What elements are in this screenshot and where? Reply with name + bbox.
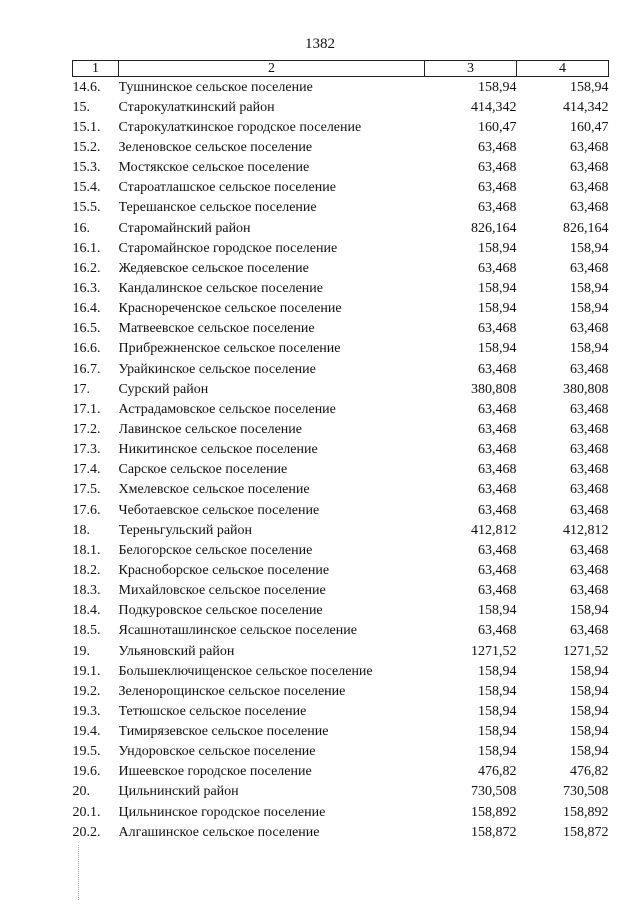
value-col-4: 63,468: [570, 421, 609, 437]
value-col-4: 158,94: [570, 603, 609, 619]
value-col-4: 158,94: [570, 683, 609, 699]
value-col-4: 63,468: [570, 623, 609, 639]
table-row: [73, 158, 609, 178]
value-col-3: 63,468: [478, 321, 517, 337]
municipality-name: Матвеевское сельское поселение: [118, 321, 315, 337]
row-number: 16.3.: [72, 280, 101, 296]
table-row: [73, 339, 609, 359]
value-col-3: 158,94: [478, 79, 517, 95]
table-row: [73, 137, 609, 157]
table-body: [73, 77, 609, 843]
row-number: 17.4.: [72, 462, 101, 478]
table-row: [73, 299, 609, 319]
municipality-name: Хмелевское сельское поселение: [118, 482, 310, 498]
municipality-name: Мостякское сельское поселение: [118, 160, 310, 176]
value-col-3: 826,164: [471, 220, 517, 236]
table-row: [73, 178, 609, 198]
row-number: 17.2.: [72, 421, 101, 437]
table-row: [73, 258, 609, 278]
municipality-name: Михайловское сельское поселение: [118, 583, 326, 599]
row-number: 16.7.: [72, 361, 101, 377]
municipality-name: Жедяевское сельское поселение: [118, 260, 309, 276]
value-col-3: 476,82: [478, 764, 517, 780]
municipality-name: Цильнинское городское поселение: [118, 804, 326, 820]
value-col-4: 158,872: [563, 824, 609, 840]
value-col-3: 63,468: [478, 583, 517, 599]
value-col-3: 63,468: [478, 160, 517, 176]
table-row: [73, 480, 609, 500]
value-col-3: 63,468: [478, 482, 517, 498]
row-number: 18.2.: [72, 562, 101, 578]
value-col-3: 1271,52: [471, 643, 517, 659]
value-col-4: 63,468: [570, 361, 609, 377]
value-col-3: 63,468: [478, 401, 517, 417]
table-row: [73, 661, 609, 681]
value-col-4: 414,342: [563, 99, 609, 115]
row-number: 20.1.: [72, 804, 101, 820]
table-row: [73, 581, 609, 601]
row-number: 19.2.: [72, 683, 101, 699]
value-col-3: 63,468: [478, 542, 517, 558]
table-row: [73, 500, 609, 520]
municipality-name: Кандалинское сельское поселение: [118, 280, 323, 296]
municipality-name: Старокулаткинское городское поселение: [118, 119, 362, 135]
value-col-3: 63,468: [478, 623, 517, 639]
municipality-name: Тимирязевское сельское поселение: [118, 724, 329, 740]
value-col-3: 414,342: [471, 99, 517, 115]
page-number: 1382: [305, 36, 335, 52]
value-col-4: 63,468: [570, 482, 609, 498]
table-row: [73, 238, 609, 258]
value-col-3: 63,468: [478, 260, 517, 276]
value-col-3: 158,94: [478, 280, 517, 296]
municipality-name: Алгашинское сельское поселение: [118, 824, 320, 840]
table-row: [73, 722, 609, 742]
value-col-4: 158,94: [570, 280, 609, 296]
row-number: 17.: [72, 381, 90, 397]
table-row: [73, 601, 609, 621]
municipality-name: Красноборское сельское поселение: [118, 562, 330, 578]
municipality-name: Ульяновский район: [118, 643, 235, 659]
value-col-3: 380,808: [471, 381, 517, 397]
municipality-name: Старомайнское городское поселение: [118, 240, 338, 256]
table-row: [73, 621, 609, 641]
municipality-name: Лавинское сельское поселение: [118, 421, 302, 437]
value-col-4: 63,468: [570, 583, 609, 599]
value-col-4: 63,468: [570, 321, 609, 337]
municipality-name: Урайкинское сельское поселение: [118, 361, 316, 377]
municipality-name: Тереньгульский район: [118, 522, 253, 538]
value-col-4: 158,94: [570, 240, 609, 256]
table-row: [73, 681, 609, 701]
value-col-4: 158,94: [570, 724, 609, 740]
value-col-4: 160,47: [570, 119, 609, 135]
municipality-name: Старомайнский район: [118, 220, 251, 236]
table-row: [73, 520, 609, 540]
table-row: [73, 359, 609, 379]
value-col-4: 158,94: [570, 744, 609, 760]
row-number: 15.2.: [72, 139, 101, 155]
value-col-4: 63,468: [570, 462, 609, 478]
municipality-name: Сарское сельское поселение: [118, 462, 288, 478]
value-col-3: 63,468: [478, 502, 517, 518]
municipality-name: Ундоровское сельское поселение: [118, 744, 316, 760]
value-col-3: 158,94: [478, 663, 517, 679]
table-row: [73, 198, 609, 218]
row-number: 18.4.: [72, 603, 101, 619]
value-col-3: 63,468: [478, 421, 517, 437]
value-col-3: 158,94: [478, 301, 517, 317]
table-row: [73, 319, 609, 339]
value-col-4: 158,94: [570, 703, 609, 719]
table-row: [73, 822, 609, 842]
table-row: [73, 460, 609, 480]
row-number: 19.1.: [72, 663, 101, 679]
value-col-3: 158,94: [478, 341, 517, 357]
municipality-name: Сурский район: [118, 381, 209, 397]
municipality-name: Староатлашское сельское поселение: [118, 180, 336, 196]
value-col-4: 63,468: [570, 160, 609, 176]
row-number: 16.4.: [72, 301, 101, 317]
value-col-3: 158,94: [478, 683, 517, 699]
value-col-3: 730,508: [471, 784, 517, 800]
municipality-name: Белогорское сельское поселение: [118, 542, 313, 558]
row-number: 17.3.: [72, 442, 101, 458]
row-number: 16.5.: [72, 321, 101, 337]
municipality-name: Никитинское сельское поселение: [118, 442, 318, 458]
municipality-name: Цильнинский район: [118, 784, 239, 800]
table-row: [73, 218, 609, 238]
row-number: 16.1.: [72, 240, 101, 256]
table-row: [73, 560, 609, 580]
row-number: 15.5.: [72, 200, 101, 216]
municipality-name: Ишеевское городское поселение: [118, 764, 312, 780]
municipality-name: Прибрежненское сельское поселение: [118, 341, 341, 357]
row-number: 15.1.: [72, 119, 101, 135]
value-col-3: 63,468: [478, 361, 517, 377]
value-col-4: 63,468: [570, 442, 609, 458]
row-number: 20.2.: [72, 824, 101, 840]
table-row: [73, 782, 609, 802]
row-number: 19.5.: [72, 744, 101, 760]
table-header-row: [73, 61, 609, 77]
municipality-name: Чеботаевское сельское поселение: [118, 502, 320, 518]
table-row: [73, 278, 609, 298]
value-col-4: 63,468: [570, 562, 609, 578]
value-col-4: 158,94: [570, 341, 609, 357]
municipality-name: Старокулаткинский район: [118, 99, 275, 115]
value-col-4: 158,94: [570, 301, 609, 317]
municipality-name: Тетюшское сельское поселение: [118, 703, 307, 719]
column-header-1: 1: [73, 61, 119, 77]
row-number: 17.5.: [72, 482, 101, 498]
table-row: [73, 540, 609, 560]
column-header-3: 3: [425, 61, 517, 77]
value-col-4: 63,468: [570, 502, 609, 518]
table-row: [73, 701, 609, 721]
value-col-3: 63,468: [478, 442, 517, 458]
row-number: 16.: [72, 220, 90, 236]
municipality-name: Зеленорощинское сельское поселение: [118, 683, 346, 699]
row-number: 14.6.: [72, 79, 101, 95]
row-number: 19.6.: [72, 764, 101, 780]
value-col-3: 158,94: [478, 703, 517, 719]
row-number: 17.1.: [72, 401, 101, 417]
municipality-name: Ясашноташлинское сельское поселение: [118, 623, 357, 639]
value-col-3: 63,468: [478, 462, 517, 478]
municipality-name: Тушнинское сельское поселение: [118, 79, 313, 95]
row-number: 16.6.: [72, 341, 101, 357]
value-col-3: 158,892: [471, 804, 517, 820]
row-number: 18.3.: [72, 583, 101, 599]
value-col-3: 63,468: [478, 139, 517, 155]
value-col-3: 412,812: [471, 522, 517, 538]
row-number: 15.3.: [72, 160, 101, 176]
value-col-3: 63,468: [478, 200, 517, 216]
row-number: 18.1.: [72, 542, 101, 558]
value-col-4: 476,82: [570, 764, 609, 780]
municipality-name: Зеленовское сельское поселение: [118, 139, 313, 155]
table-row: [73, 117, 609, 137]
value-col-3: 158,94: [478, 744, 517, 760]
value-col-3: 63,468: [478, 562, 517, 578]
row-number: 18.5.: [72, 623, 101, 639]
value-col-4: 1271,52: [563, 643, 609, 659]
table-row: [73, 399, 609, 419]
value-col-4: 63,468: [570, 139, 609, 155]
value-col-3: 158,94: [478, 603, 517, 619]
value-col-3: 158,872: [471, 824, 517, 840]
municipality-name: Астрадамовское сельское поселение: [118, 401, 336, 417]
value-col-4: 730,508: [563, 784, 609, 800]
municipality-name: Терешанское сельское поселение: [118, 200, 317, 216]
value-col-4: 63,468: [570, 542, 609, 558]
table-row: [73, 440, 609, 460]
table-row: [73, 97, 609, 117]
table-row: [73, 379, 609, 399]
value-col-4: 412,812: [563, 522, 609, 538]
value-col-3: 158,94: [478, 240, 517, 256]
row-number: 15.: [72, 99, 90, 115]
row-number: 18.: [72, 522, 90, 538]
table-row: [73, 641, 609, 661]
value-col-3: 160,47: [478, 119, 517, 135]
municipality-name: Краснореченское сельское поселение: [118, 301, 342, 317]
municipality-name: Подкуровское сельское поселение: [118, 603, 323, 619]
value-col-4: 380,808: [563, 381, 609, 397]
column-header-4: 4: [517, 61, 609, 77]
scan-margin-marks: [78, 845, 83, 900]
value-col-4: 63,468: [570, 401, 609, 417]
value-col-4: 826,164: [563, 220, 609, 236]
municipality-name: Большеключищенское сельское поселение: [118, 663, 373, 679]
value-col-3: 158,94: [478, 724, 517, 740]
row-number: 20.: [72, 784, 90, 800]
value-col-4: 63,468: [570, 260, 609, 276]
allocation-table: [72, 60, 609, 842]
value-col-4: 158,892: [563, 804, 609, 820]
row-number: 15.4.: [72, 180, 101, 196]
value-col-3: 63,468: [478, 180, 517, 196]
table-row: [73, 802, 609, 822]
table-row: [73, 742, 609, 762]
row-number: 19.: [72, 643, 90, 659]
row-number: 16.2.: [72, 260, 101, 276]
row-number: 19.3.: [72, 703, 101, 719]
value-col-4: 158,94: [570, 663, 609, 679]
table-row: [73, 77, 609, 98]
table-row: [73, 419, 609, 439]
value-col-4: 158,94: [570, 79, 609, 95]
row-number: 17.6.: [72, 502, 101, 518]
column-header-2: 2: [119, 61, 425, 77]
value-col-4: 63,468: [570, 180, 609, 196]
row-number: 19.4.: [72, 724, 101, 740]
value-col-4: 63,468: [570, 200, 609, 216]
table-row: [73, 762, 609, 782]
